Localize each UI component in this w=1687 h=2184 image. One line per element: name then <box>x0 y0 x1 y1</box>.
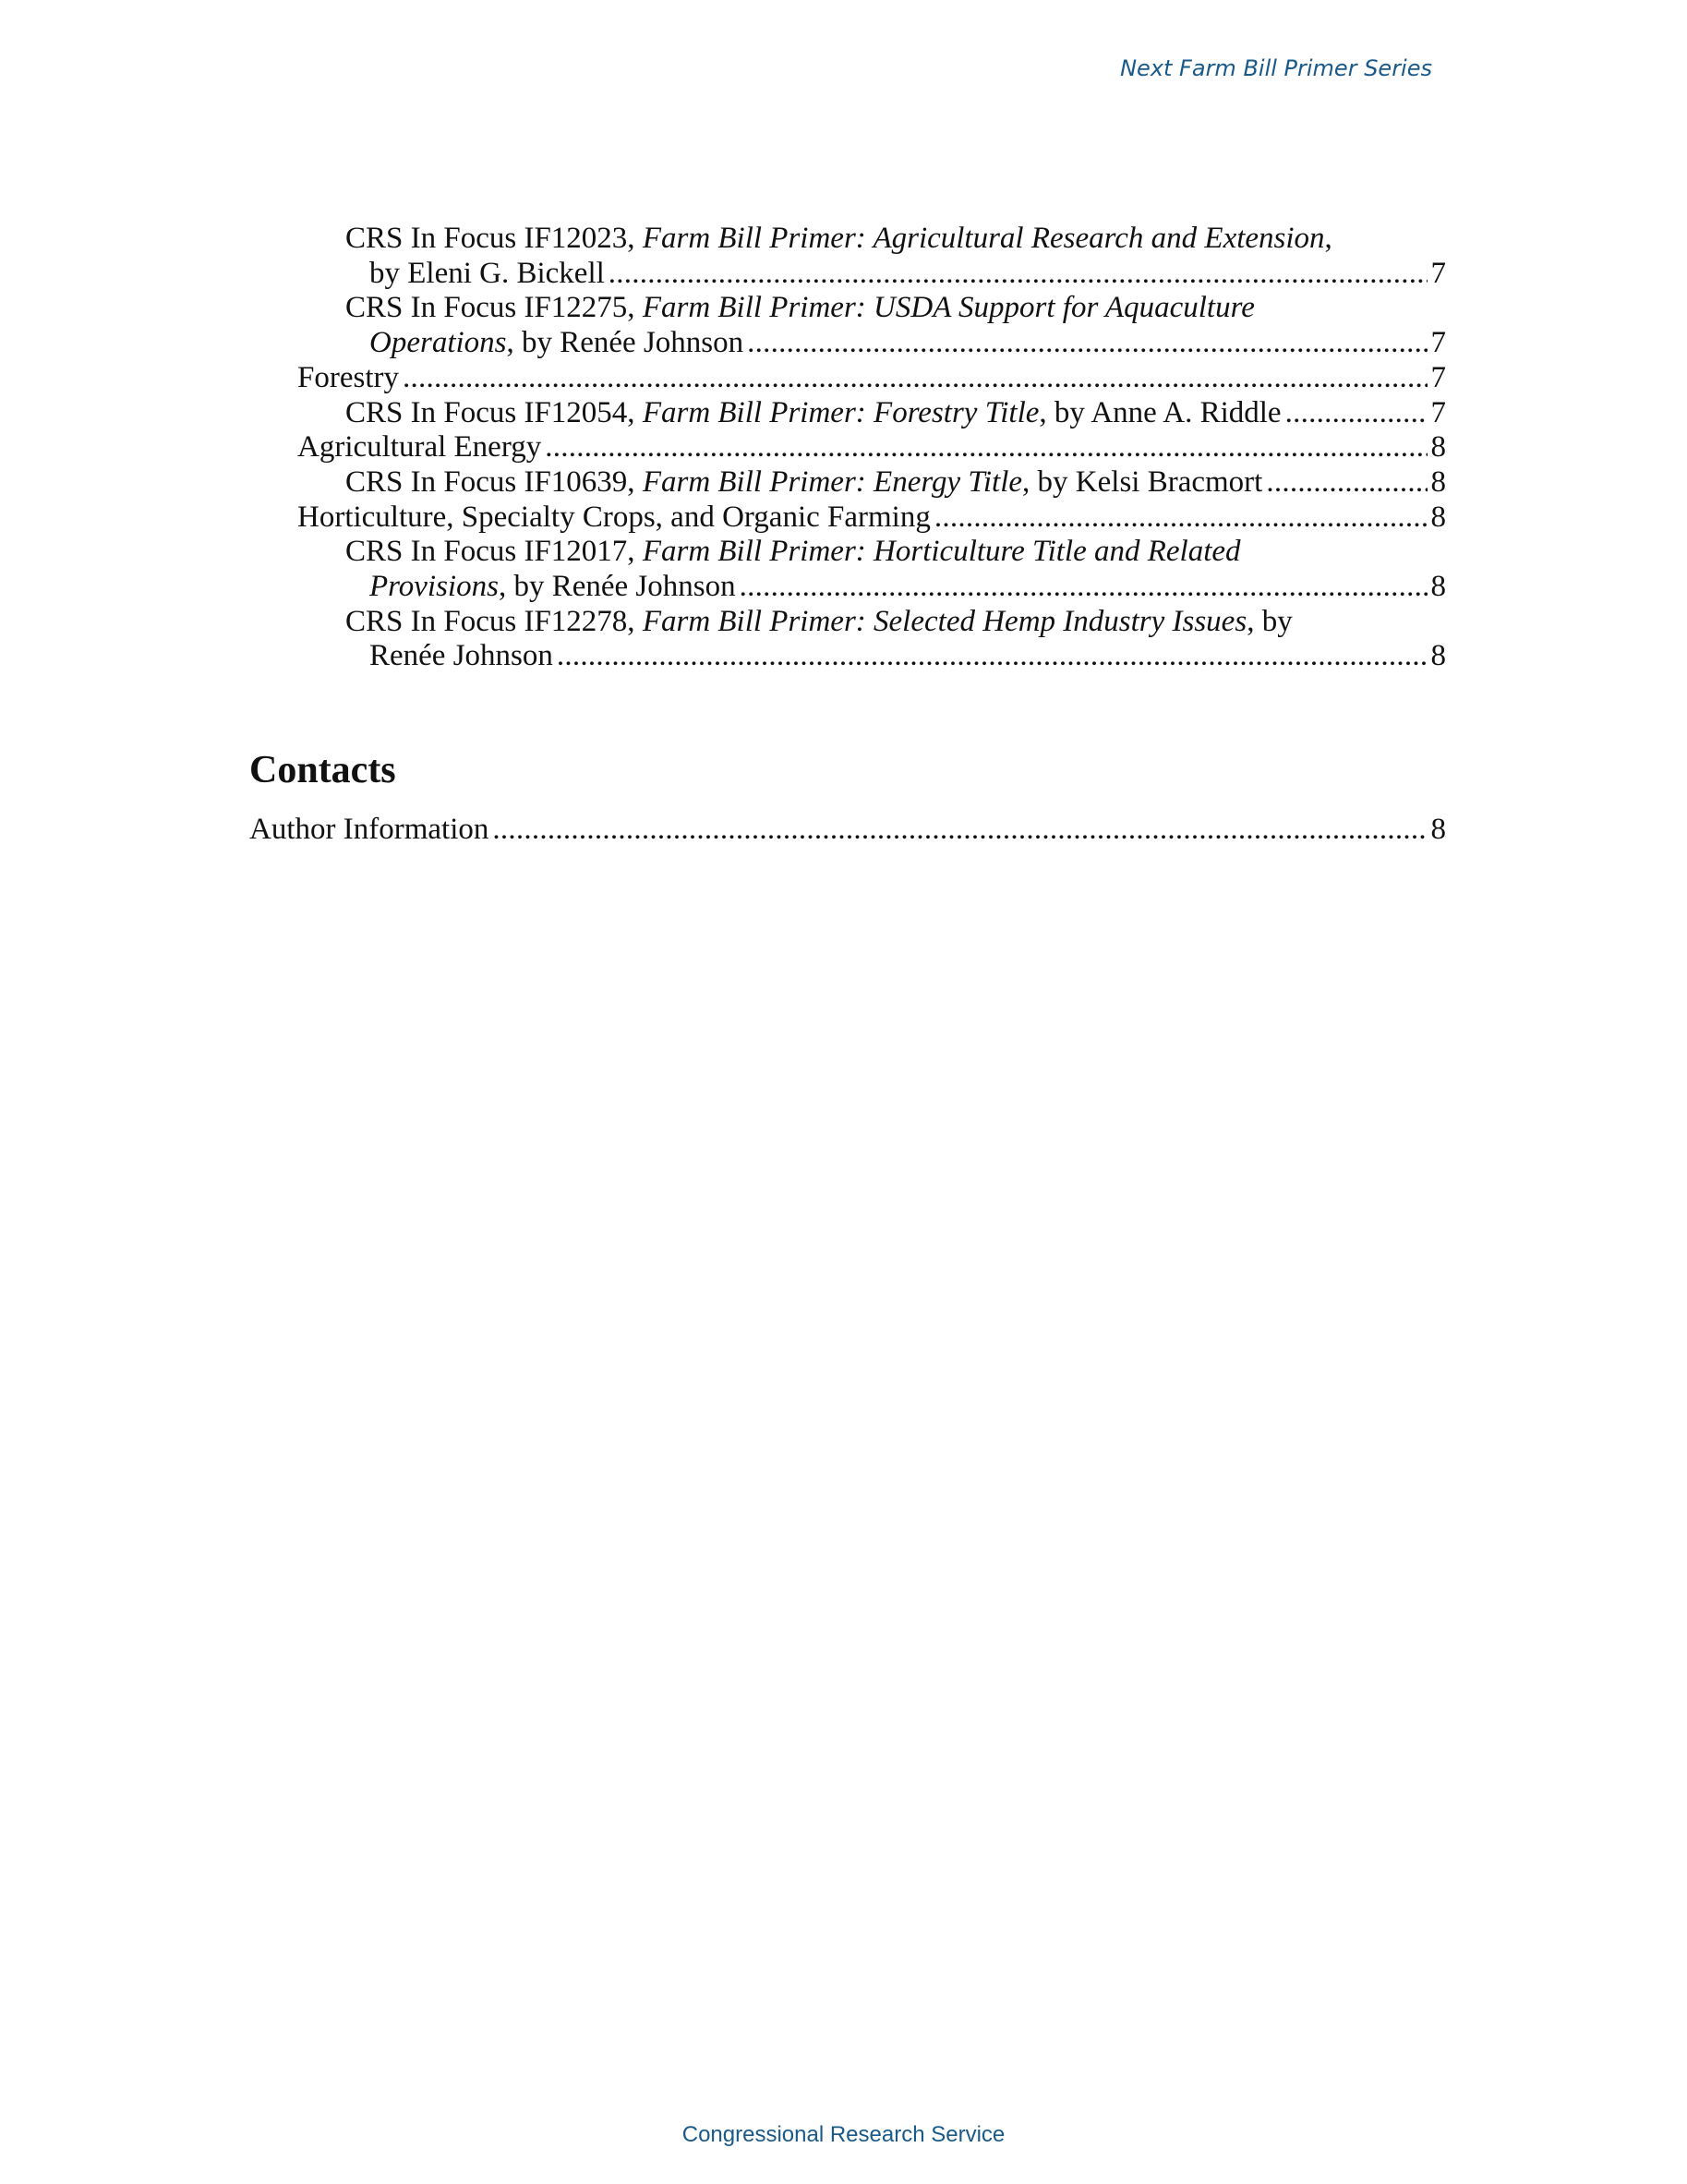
toc-page-number: 7 <box>1430 256 1446 290</box>
toc-page-number: 8 <box>1430 500 1446 534</box>
dot-leader <box>492 813 1427 848</box>
toc-page-number: 8 <box>1430 813 1446 846</box>
toc-entry-prefix: CRS In Focus IF12278, <box>345 604 643 638</box>
toc-section-horticulture[interactable] <box>249 501 1446 536</box>
toc-page-number: 7 <box>1430 326 1446 360</box>
toc-entry-author-information[interactable] <box>249 813 1446 848</box>
toc-entry-prefix: CRS In Focus IF10639, <box>345 465 643 499</box>
dot-leader <box>740 570 1428 605</box>
toc-page-number: 8 <box>1430 465 1446 499</box>
toc-entry-prefix: CRS In Focus IF12275, <box>345 291 643 325</box>
toc-entry-prefix: CRS In Focus IF12017, <box>345 535 643 569</box>
toc-entry-title: Farm Bill Primer: Agricultural Research and Extension <box>642 222 1325 255</box>
toc-entry-title: Farm Bill Primer: USDA Support for Aquaculture <box>642 291 1255 325</box>
toc-entry-title-cont: Operations <box>369 326 507 360</box>
contacts-list <box>249 813 1446 848</box>
toc-page-number: 8 <box>1430 430 1446 465</box>
toc-entry-suffix: , by <box>1247 604 1293 638</box>
toc-entry-if10639[interactable] <box>249 465 1446 501</box>
dot-leader <box>557 639 1428 674</box>
contacts-heading: Contacts <box>249 749 396 791</box>
toc-section-forestry[interactable] <box>249 361 1446 396</box>
toc-entry-if12054[interactable] <box>249 396 1446 431</box>
running-header: Next Farm Bill Primer Series <box>1120 55 1432 81</box>
toc-entry-if12275[interactable] <box>249 291 1446 360</box>
dot-leader <box>403 361 1428 396</box>
toc-entry-if12017[interactable] <box>249 535 1446 604</box>
toc-page-number: 8 <box>1430 570 1446 604</box>
toc-entry-author: , by Anne A. Riddle <box>1039 395 1282 429</box>
toc-entry-title-cont: Provisions <box>369 570 499 604</box>
toc-entry-title: Farm Bill Primer: Selected Hemp Industry Issues <box>642 604 1247 638</box>
toc-section-agricultural-energy[interactable] <box>249 430 1446 465</box>
dot-leader <box>1266 465 1427 501</box>
running-footer: Congressional Research Service <box>681 2122 1006 2147</box>
toc-entry-title: Farm Bill Primer: Energy Title <box>642 465 1023 499</box>
toc-page-number: 8 <box>1430 639 1446 673</box>
dot-leader <box>609 257 1428 292</box>
toc-page-number: 7 <box>1430 360 1446 394</box>
dot-leader <box>747 326 1427 361</box>
dot-leader <box>545 430 1427 465</box>
toc-entry-author: Renée Johnson <box>369 639 553 673</box>
toc-entry-author: , by Renée Johnson <box>506 326 744 360</box>
toc-entry-prefix: CRS In Focus IF12023, <box>345 222 643 255</box>
toc-section-label: Author Information <box>249 813 489 846</box>
toc-section-label: Agricultural Energy <box>297 430 542 465</box>
dot-leader <box>1285 396 1428 431</box>
toc-entry-author: , by Kelsi Bracmort <box>1022 465 1263 499</box>
toc-entry-title: Farm Bill Primer: Forestry Title <box>642 395 1040 429</box>
toc-section-label: Horticulture, Specialty Crops, and Organic Farming <box>297 500 931 534</box>
toc-section-label: Forestry <box>297 360 399 394</box>
table-of-contents <box>249 222 1446 674</box>
dot-leader <box>934 501 1428 536</box>
toc-page-number: 7 <box>1430 395 1446 429</box>
toc-entry-author: by Eleni G. Bickell <box>369 256 605 290</box>
toc-entry-if12278[interactable] <box>249 605 1446 674</box>
toc-entry-prefix: CRS In Focus IF12054, <box>345 395 643 429</box>
toc-entry-title: Farm Bill Primer: Horticulture Title and Related <box>642 535 1241 569</box>
toc-entry-suffix: , <box>1324 222 1332 255</box>
toc-entry-author: , by Renée Johnson <box>498 570 736 604</box>
toc-entry-if12023[interactable] <box>249 222 1446 291</box>
